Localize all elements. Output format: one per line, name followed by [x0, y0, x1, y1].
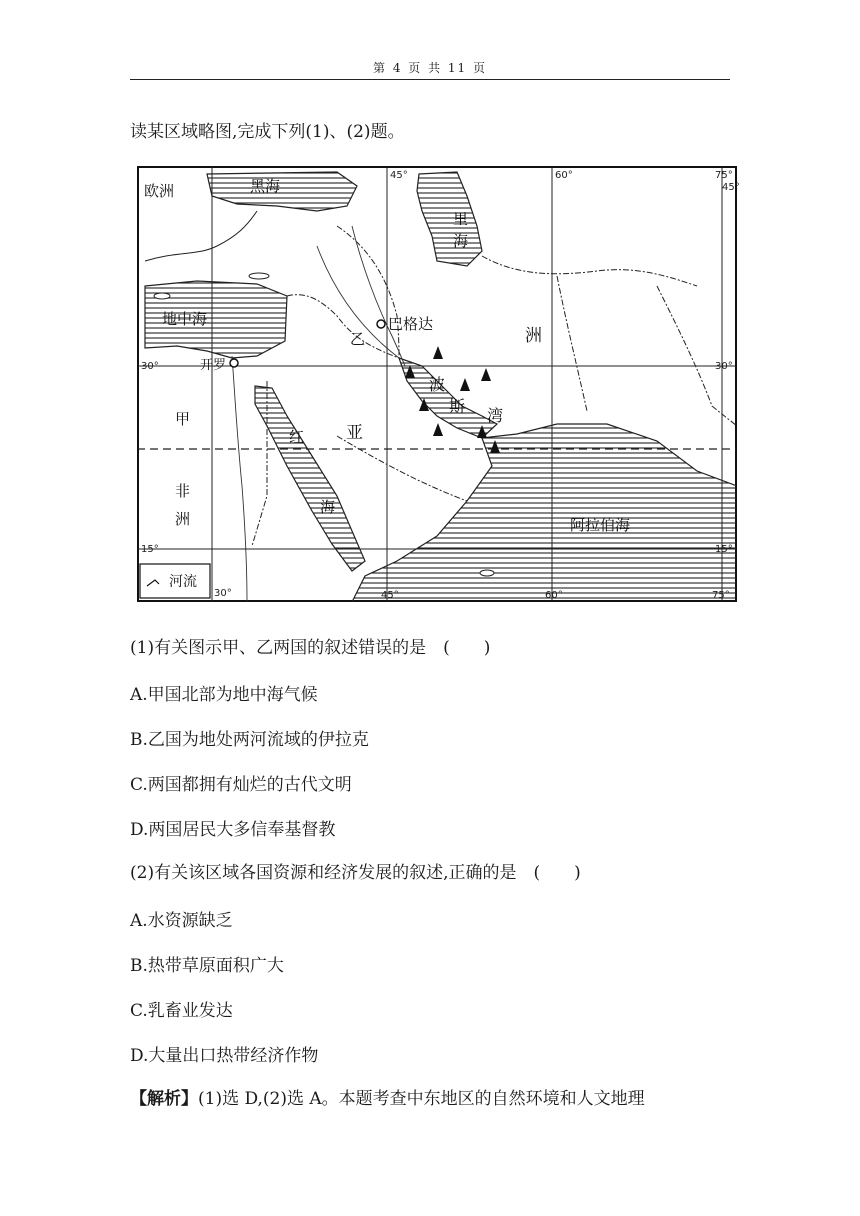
question-1-stem: (1)有关图示甲、乙两国的叙述错误的是 ( ) [130, 638, 491, 658]
label-persian-2: 斯 [449, 397, 466, 416]
label-ya: 亚 [346, 423, 363, 443]
deg-lat15-left: 15° [141, 544, 159, 555]
cairo-marker [230, 359, 238, 367]
label-persian-1: 波 [429, 375, 446, 394]
deg-lat45-right: 45° [722, 182, 740, 193]
question-2-option-b: B.热带草原面积广大 [130, 956, 284, 976]
question-2-option-c: C.乳畜业发达 [130, 1001, 233, 1021]
deg-lon60-top: 60° [555, 170, 573, 181]
deg-lat15-right: 15° [715, 544, 733, 555]
label-europe: 欧洲 [144, 182, 175, 200]
label-yi: 乙 [350, 330, 366, 348]
question-1-option-b: B.乙国为地处两河流域的伊拉克 [130, 730, 369, 750]
label-persian-3: 湾 [487, 406, 504, 425]
label-asia: 洲 [525, 326, 542, 346]
deg-lat30-left: 30° [141, 361, 159, 372]
deg-lon45-top: 45° [390, 170, 408, 181]
deg-lon45-bottom: 45° [381, 590, 399, 601]
deg-lon75-top: 75° [715, 170, 733, 181]
deg-lat30-right: 30° [715, 361, 733, 372]
label-red-2: 海 [320, 498, 336, 516]
region-map [137, 166, 740, 602]
intro-text: 读某区域略图,完成下列(1)、(2)题。 [130, 122, 405, 142]
question-1-option-a: A.甲国北部为地中海气候 [130, 685, 318, 705]
label-caspian-1: 里 [453, 210, 469, 228]
label-cairo: 开罗 [200, 358, 227, 373]
header-divider [130, 79, 730, 80]
analysis-label: 【解析】 [130, 1089, 198, 1109]
question-2-option-a: A.水资源缺乏 [130, 911, 233, 931]
deg-lon30-bottom: 30° [214, 588, 232, 599]
label-black-sea: 黑海 [250, 177, 281, 195]
question-1-option-c: C.两国都拥有灿烂的古代文明 [130, 775, 352, 795]
label-red-1: 红 [289, 428, 305, 446]
deg-lon60-bottom: 60° [545, 590, 563, 601]
legend-river-label: 河流 [169, 574, 197, 590]
label-baghdad: 巴格达 [388, 315, 434, 333]
label-caspian-2: 海 [453, 232, 469, 250]
label-africa-1: 非 [175, 482, 191, 500]
analysis-text: (1)选 D,(2)选 A。本题考查中东地区的自然环境和人文地理 [198, 1089, 645, 1109]
analysis-paragraph [130, 1084, 645, 1109]
label-arabian-sea: 阿拉伯海 [570, 516, 631, 534]
label-mediterranean: 地中海 [162, 310, 208, 328]
question-2-option-d: D.大量出口热带经济作物 [130, 1046, 319, 1066]
baghdad-marker [377, 320, 385, 328]
question-2-stem: (2)有关该区域各国资源和经济发展的叙述,正确的是 ( ) [130, 863, 581, 883]
label-jia: 甲 [175, 410, 191, 428]
deg-lon75-bottom: 75° [712, 590, 730, 601]
question-1-option-d: D.两国居民大多信奉基督教 [130, 820, 336, 840]
label-africa-2: 洲 [175, 510, 191, 528]
page-header: 第 4 页 共 11 页 [373, 61, 487, 75]
